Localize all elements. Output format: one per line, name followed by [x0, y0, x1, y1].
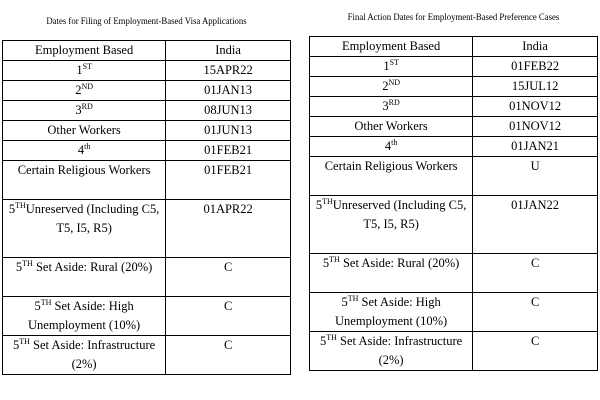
date-cell: U [473, 157, 598, 196]
table-row [310, 254, 598, 293]
date-cell: 01JUN13 [166, 121, 291, 141]
category-cell: 4th [310, 137, 473, 157]
category-cell: Certain Religious Workers [310, 157, 473, 196]
table-row [310, 196, 598, 254]
category-cell: 5THUnreserved (Including C5, T5, I5, R5) [310, 196, 473, 254]
category-cell: 2ND [310, 77, 473, 97]
table-row [310, 57, 598, 77]
date-cell: C [473, 293, 598, 332]
table-row [310, 97, 598, 117]
header-india: India [166, 41, 291, 61]
category-cell: 4th [3, 141, 166, 161]
category-cell: 5TH Set Aside: High Unemployment (10%) [310, 293, 473, 332]
category-cell: 5TH Set Aside: Infrastructure (2%) [3, 336, 166, 375]
filing-dates-caption: Dates for Filing of Employment-Based Visa Applications [46, 17, 247, 27]
category-cell: 3RD [310, 97, 473, 117]
header-employment-based: Employment Based [3, 41, 166, 61]
category-cell: 1ST [310, 57, 473, 77]
date-cell: 01APR22 [166, 200, 291, 258]
date-cell: 01FEB21 [166, 161, 291, 200]
date-cell: 01JAN21 [473, 137, 598, 157]
category-cell: 5TH Set Aside: Rural (20%) [3, 258, 166, 297]
table-row [310, 293, 598, 332]
date-cell: 01NOV12 [473, 117, 598, 137]
table-row [3, 101, 291, 121]
table-row [3, 200, 291, 258]
date-cell: 15JUL12 [473, 77, 598, 97]
category-cell: 5TH Set Aside: Infrastructure (2%) [310, 332, 473, 371]
date-cell: C [473, 254, 598, 293]
table-row [3, 81, 291, 101]
table-row [310, 157, 598, 196]
table-row [3, 161, 291, 200]
date-cell: 08JUN13 [166, 101, 291, 121]
category-cell: 5TH Set Aside: High Unemployment (10%) [3, 297, 166, 336]
category-cell: Other Workers [3, 121, 166, 141]
category-cell: 5THUnreserved (Including C5, T5, I5, R5) [3, 200, 166, 258]
table-row [310, 332, 598, 371]
table-row [3, 297, 291, 336]
header-india: India [473, 37, 598, 57]
table-row [3, 61, 291, 81]
table-row [3, 336, 291, 375]
table-row [310, 77, 598, 97]
category-cell: 1ST [3, 61, 166, 81]
table-header-row [3, 41, 291, 61]
date-cell: C [166, 336, 291, 375]
category-cell: 2ND [3, 81, 166, 101]
date-cell: C [166, 258, 291, 297]
date-cell: C [166, 297, 291, 336]
date-cell: 01JAN13 [166, 81, 291, 101]
final-action-dates-caption: Final Action Dates for Employment-Based Preference Cases [347, 13, 560, 23]
category-cell: 5TH Set Aside: Rural (20%) [310, 254, 473, 293]
date-cell: 01FEB21 [166, 141, 291, 161]
date-cell: C [473, 332, 598, 371]
table-row [310, 117, 598, 137]
final-action-dates-panel [309, 0, 598, 371]
table-row [310, 137, 598, 157]
category-cell: 3RD [3, 101, 166, 121]
table-row [3, 258, 291, 297]
table-row [3, 121, 291, 141]
category-cell: Other Workers [310, 117, 473, 137]
date-cell: 01NOV12 [473, 97, 598, 117]
filing-dates-table [2, 40, 291, 375]
final-action-dates-table [309, 36, 598, 371]
date-cell: 01FEB22 [473, 57, 598, 77]
date-cell: 01JAN22 [473, 196, 598, 254]
header-employment-based: Employment Based [310, 37, 473, 57]
table-row [3, 141, 291, 161]
date-cell: 15APR22 [166, 61, 291, 81]
filing-dates-panel [2, 0, 291, 375]
category-cell: Certain Religious Workers [3, 161, 166, 200]
table-header-row [310, 37, 598, 57]
